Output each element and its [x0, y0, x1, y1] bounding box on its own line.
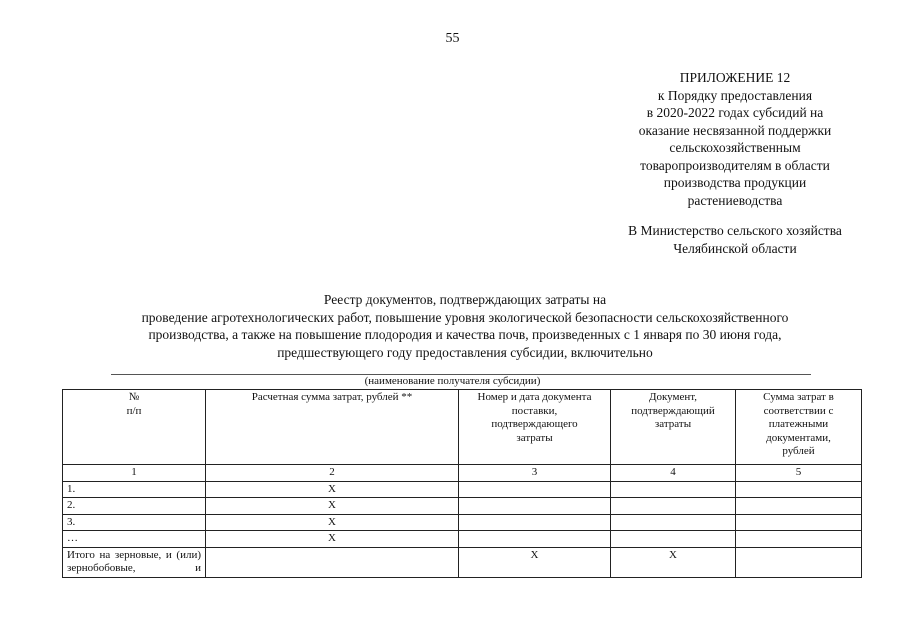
- header-label: № п/п: [126, 391, 142, 417]
- appendix-line: товаропроизводителям в области: [640, 157, 830, 173]
- header-cell: [459, 390, 611, 465]
- column-number-row: [63, 465, 862, 482]
- title-line: предшествующего году предоставления субсидии, включительно: [277, 344, 653, 360]
- table-cell: Х: [459, 547, 611, 577]
- header-cell: [63, 390, 206, 465]
- table-cell: [459, 531, 611, 548]
- table-row-total: [63, 547, 862, 577]
- addressee-line: В Министерство сельского хозяйства: [628, 223, 842, 238]
- table-cell: 3.: [63, 514, 206, 531]
- table-cell: [459, 514, 611, 531]
- appendix-line: в 2020-2022 годах субсидий на: [646, 105, 824, 120]
- table-row: [63, 514, 862, 531]
- table-cell: Х: [206, 498, 459, 515]
- column-number: 1: [63, 465, 206, 482]
- appendix-line: оказание несвязанной поддержки: [638, 122, 832, 138]
- header-label: Расчетная сумма затрат, рублей **: [251, 391, 413, 403]
- recipient-caption: (наименование получателя субсидии): [364, 375, 541, 387]
- title-line: производства, а также на повышение плодородия и качества почв, произведенных с 1 января по 30 июня года,: [148, 327, 782, 342]
- registry-table: [62, 389, 862, 578]
- page-number: 55: [445, 31, 460, 46]
- table-cell: [736, 481, 862, 498]
- column-number: 4: [611, 465, 736, 482]
- table-cell: [459, 498, 611, 515]
- table-row: [63, 531, 862, 548]
- header-label: Сумма затрат в соответствии с платежными документами, рублей: [763, 391, 834, 457]
- document-title: [70, 291, 860, 361]
- appendix-line: ПРИЛОЖЕНИЕ 12: [679, 70, 791, 85]
- table-row: [63, 498, 862, 515]
- table-header-row: [63, 390, 862, 465]
- title-line: Реестр документов, подтверждающих затраты на: [323, 292, 607, 307]
- appendix-block: [600, 69, 870, 209]
- table-cell: 2.: [63, 498, 206, 515]
- appendix-line: растениеводства: [687, 192, 783, 208]
- table-cell: Х: [206, 481, 459, 498]
- appendix-line: производства продукции: [663, 175, 807, 190]
- column-number: 5: [736, 465, 862, 482]
- table-row: [63, 481, 862, 498]
- appendix-line: сельскохозяйственным: [669, 140, 801, 155]
- appendix-line: к Порядку предоставления: [657, 87, 813, 103]
- table-cell: [736, 498, 862, 515]
- header-label: Документ, подтверждающий затраты: [631, 391, 715, 430]
- table-cell: [611, 514, 736, 531]
- table-cell: [206, 547, 459, 577]
- table-cell: Х: [206, 514, 459, 531]
- addressee-block: [600, 222, 870, 257]
- column-number: 3: [459, 465, 611, 482]
- table-cell: [611, 481, 736, 498]
- table-cell: [611, 498, 736, 515]
- title-line: проведение агротехнологических работ, повышение уровня экологической безопасности сельскохозяйственного: [141, 309, 789, 325]
- table-cell: Х: [206, 531, 459, 548]
- table-cell: …: [63, 531, 206, 548]
- table-cell: [611, 531, 736, 548]
- header-cell: [736, 390, 862, 465]
- table-cell: 1.: [63, 481, 206, 498]
- table-cell: [736, 514, 862, 531]
- addressee-line: Челябинской области: [673, 240, 797, 256]
- table-cell: [736, 547, 862, 577]
- header-label: Номер и дата документа поставки, подтверждающего затраты: [477, 391, 592, 444]
- table-cell: Итого на зерновые, и (или) зернобобовые, и: [63, 547, 206, 577]
- table-cell: [459, 481, 611, 498]
- table-cell: Х: [611, 547, 736, 577]
- header-cell: [611, 390, 736, 465]
- header-cell: [206, 390, 459, 465]
- table-cell: [736, 531, 862, 548]
- column-number: 2: [206, 465, 459, 482]
